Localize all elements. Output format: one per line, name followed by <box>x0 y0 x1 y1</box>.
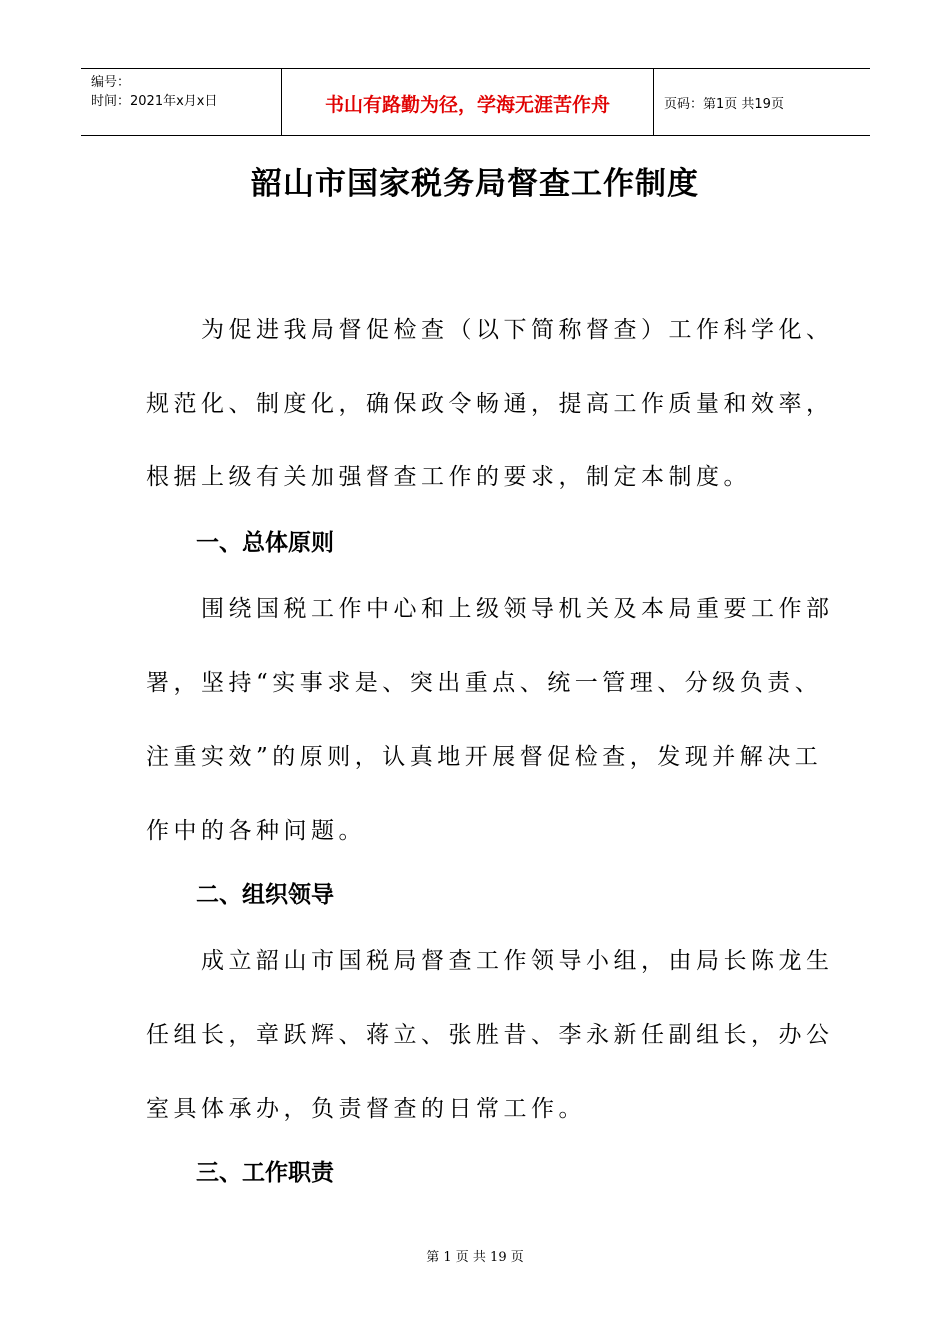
page-footer: 第 1 页 共 19 页 <box>426 1250 524 1265</box>
document-time-label: 时间：2021年x月x日 <box>91 94 218 109</box>
paragraph-line: 围绕国税工作中心和上级领导机关及本局重要工作部 <box>146 596 834 622</box>
document-header <box>81 68 870 136</box>
document-title: 韶山市国家税务局督查工作制度 <box>251 166 699 202</box>
section-heading-3: 三、工作职责 <box>196 1160 334 1186</box>
paragraph-line: 署，坚持“实事求是、突出重点、统一管理、分级负责、 <box>146 670 823 696</box>
section-heading-2: 二、组织领导 <box>196 882 334 908</box>
paragraph-line: 规范化、制度化，确保政令畅通，提高工作质量和效率， <box>146 391 834 417</box>
paragraph-line: 注重实效”的原则，认真地开展督促检查，发现并解决工 <box>146 744 823 770</box>
paragraph-line: 室具体承办，负责督查的日常工作。 <box>146 1096 586 1122</box>
paragraph-line: 根据上级有关加强督查工作的要求，制定本制度。 <box>146 464 751 490</box>
paragraph-line: 为促进我局督促检查（以下简称督查）工作科学化、 <box>146 317 834 343</box>
header-motto: 书山有路勤为径，学海无涯苦作舟 <box>324 93 610 116</box>
section-heading-1: 一、总体原则 <box>196 530 334 556</box>
paragraph-line: 成立韶山市国税局督查工作领导小组，由局长陈龙生 <box>146 948 834 974</box>
document-number-label: 编号： <box>91 75 131 90</box>
header-meta <box>81 69 281 135</box>
paragraph-line: 作中的各种问题。 <box>146 818 366 844</box>
header-page-info: 页码：第1页 共19页 <box>664 96 784 112</box>
header-page-cell <box>654 69 870 135</box>
header-motto-cell <box>281 69 654 135</box>
paragraph-line: 任组长，章跃辉、蒋立、张胜昔、李永新任副组长，办公 <box>146 1022 834 1048</box>
